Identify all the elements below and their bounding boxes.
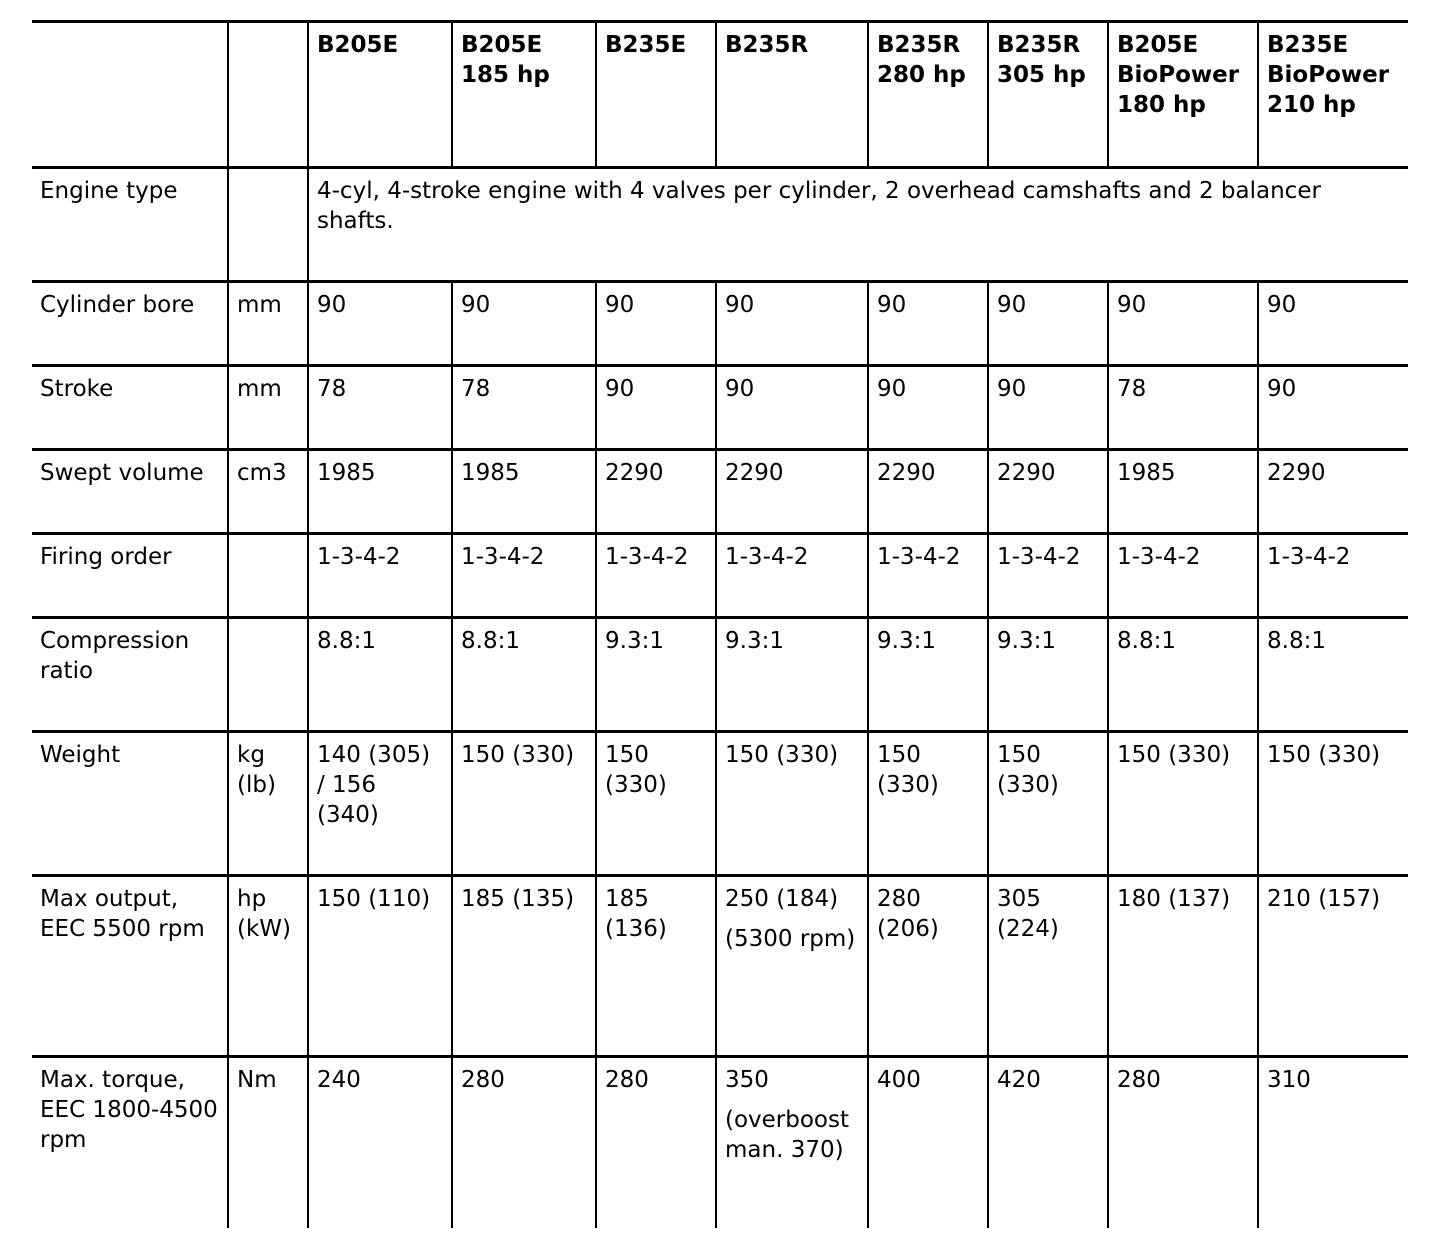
row-unit (228, 168, 308, 282)
column-header: B235R (716, 22, 868, 168)
table-cell: 1-3-4-2 (1258, 534, 1408, 618)
table-row (32, 876, 1408, 1057)
table-cell: 1-3-4-2 (452, 534, 596, 618)
cell-value: 250 (184) (725, 886, 839, 912)
table-cell: 150 (330) (452, 732, 596, 876)
row-unit: mm (228, 366, 308, 450)
row-label: Cylinder bore (32, 282, 228, 366)
table-cell: 78 (308, 366, 452, 450)
row-label: Max. torque, EEC 1800-4500 rpm (32, 1057, 228, 1228)
table-cell: 8.8:1 (1108, 618, 1258, 732)
table-cell: 280 (1108, 1057, 1258, 1228)
table-cell: 90 (596, 282, 716, 366)
row-label: Max output, EEC 5500 rpm (32, 876, 228, 1057)
table-cell: 90 (308, 282, 452, 366)
row-unit: cm3 (228, 450, 308, 534)
table-cell: 2290 (596, 450, 716, 534)
table-cell: 420 (988, 1057, 1108, 1228)
table-cell: 2290 (716, 450, 868, 534)
table-cell: 1-3-4-2 (988, 534, 1108, 618)
table-cell: 90 (596, 366, 716, 450)
table-cell: 90 (716, 366, 868, 450)
table-cell: 90 (988, 282, 1108, 366)
cell-note: (5300 rpm) (725, 926, 856, 952)
table-row (32, 282, 1408, 366)
table-cell: 1-3-4-2 (716, 534, 868, 618)
table-cell (716, 876, 868, 1057)
column-header: B205E (308, 22, 452, 168)
table-cell: 90 (988, 366, 1108, 450)
table-cell: 8.8:1 (1258, 618, 1408, 732)
table-cell: 150 (330) (868, 732, 988, 876)
table-cell: 90 (868, 282, 988, 366)
table-cell: 9.3:1 (988, 618, 1108, 732)
table-row (32, 732, 1408, 876)
table-cell: 1985 (1108, 450, 1258, 534)
table-cell (716, 1057, 868, 1228)
table-cell: 9.3:1 (868, 618, 988, 732)
column-header: B205E 185 hp (452, 22, 596, 168)
table-row (32, 450, 1408, 534)
table-cell: 90 (1258, 366, 1408, 450)
header-blank-cell (32, 22, 228, 168)
table-cell: 1985 (308, 450, 452, 534)
table-cell: 305 (224) (988, 876, 1108, 1057)
table-cell: 1-3-4-2 (1108, 534, 1258, 618)
engine-spec-table (32, 20, 1408, 1228)
table-row (32, 1057, 1408, 1228)
table-cell: 1-3-4-2 (308, 534, 452, 618)
cell-note: (overboost man. 370) (725, 1107, 850, 1163)
table-cell: 280 (452, 1057, 596, 1228)
column-header: B235R 280 hp (868, 22, 988, 168)
table-cell: 9.3:1 (716, 618, 868, 732)
table-cell: 180 (137) (1108, 876, 1258, 1057)
row-label: Firing order (32, 534, 228, 618)
table-cell: 90 (1258, 282, 1408, 366)
table-cell: 150 (330) (596, 732, 716, 876)
row-label: Swept volume (32, 450, 228, 534)
column-header: B235E (596, 22, 716, 168)
table-cell: 185 (135) (452, 876, 596, 1057)
table-cell: 2290 (1258, 450, 1408, 534)
row-unit: mm (228, 282, 308, 366)
cell-value: 350 (725, 1067, 769, 1093)
row-unit: hp (kW) (228, 876, 308, 1057)
table-cell: 90 (452, 282, 596, 366)
table-cell: 8.8:1 (308, 618, 452, 732)
table-cell: 90 (1108, 282, 1258, 366)
table-cell: 150 (330) (988, 732, 1108, 876)
table-cell: 150 (330) (1108, 732, 1258, 876)
table-cell: 90 (868, 366, 988, 450)
row-unit (228, 618, 308, 732)
table-cell: 90 (716, 282, 868, 366)
table-row (32, 534, 1408, 618)
column-header: B235R 305 hp (988, 22, 1108, 168)
table-cell: 140 (305) / 156 (340) (308, 732, 452, 876)
table-cell: 150 (330) (716, 732, 868, 876)
table-cell: 2290 (988, 450, 1108, 534)
table-cell: 240 (308, 1057, 452, 1228)
table-cell: 8.8:1 (452, 618, 596, 732)
table-cell: 150 (110) (308, 876, 452, 1057)
table-row (32, 366, 1408, 450)
table-cell: 1985 (452, 450, 596, 534)
table-cell: 1-3-4-2 (596, 534, 716, 618)
table-cell: 280 (206) (868, 876, 988, 1057)
table-cell: 210 (157) (1258, 876, 1408, 1057)
engine-type-description: 4-cyl, 4-stroke engine with 4 valves per cylinder, 2 overhead camshafts and 2 balancer shafts. (308, 168, 1408, 282)
table-cell: 1-3-4-2 (868, 534, 988, 618)
table-cell: 150 (330) (1258, 732, 1408, 876)
table-cell: 280 (596, 1057, 716, 1228)
row-unit (228, 534, 308, 618)
table-cell: 185 (136) (596, 876, 716, 1057)
table-cell: 78 (452, 366, 596, 450)
header-blank-cell (228, 22, 308, 168)
column-header: B235E BioPower 210 hp (1258, 22, 1408, 168)
table-cell: 9.3:1 (596, 618, 716, 732)
table-cell: 78 (1108, 366, 1258, 450)
table-cell: 2290 (868, 450, 988, 534)
row-unit: kg (lb) (228, 732, 308, 876)
table-cell: 310 (1258, 1057, 1408, 1228)
table-row (32, 168, 1408, 282)
row-unit: Nm (228, 1057, 308, 1228)
row-label: Weight (32, 732, 228, 876)
row-label: Compression ratio (32, 618, 228, 732)
header-row (32, 22, 1408, 168)
row-label: Engine type (32, 168, 228, 282)
table-row (32, 618, 1408, 732)
row-label: Stroke (32, 366, 228, 450)
table-cell: 400 (868, 1057, 988, 1228)
column-header: B205E BioPower 180 hp (1108, 22, 1258, 168)
